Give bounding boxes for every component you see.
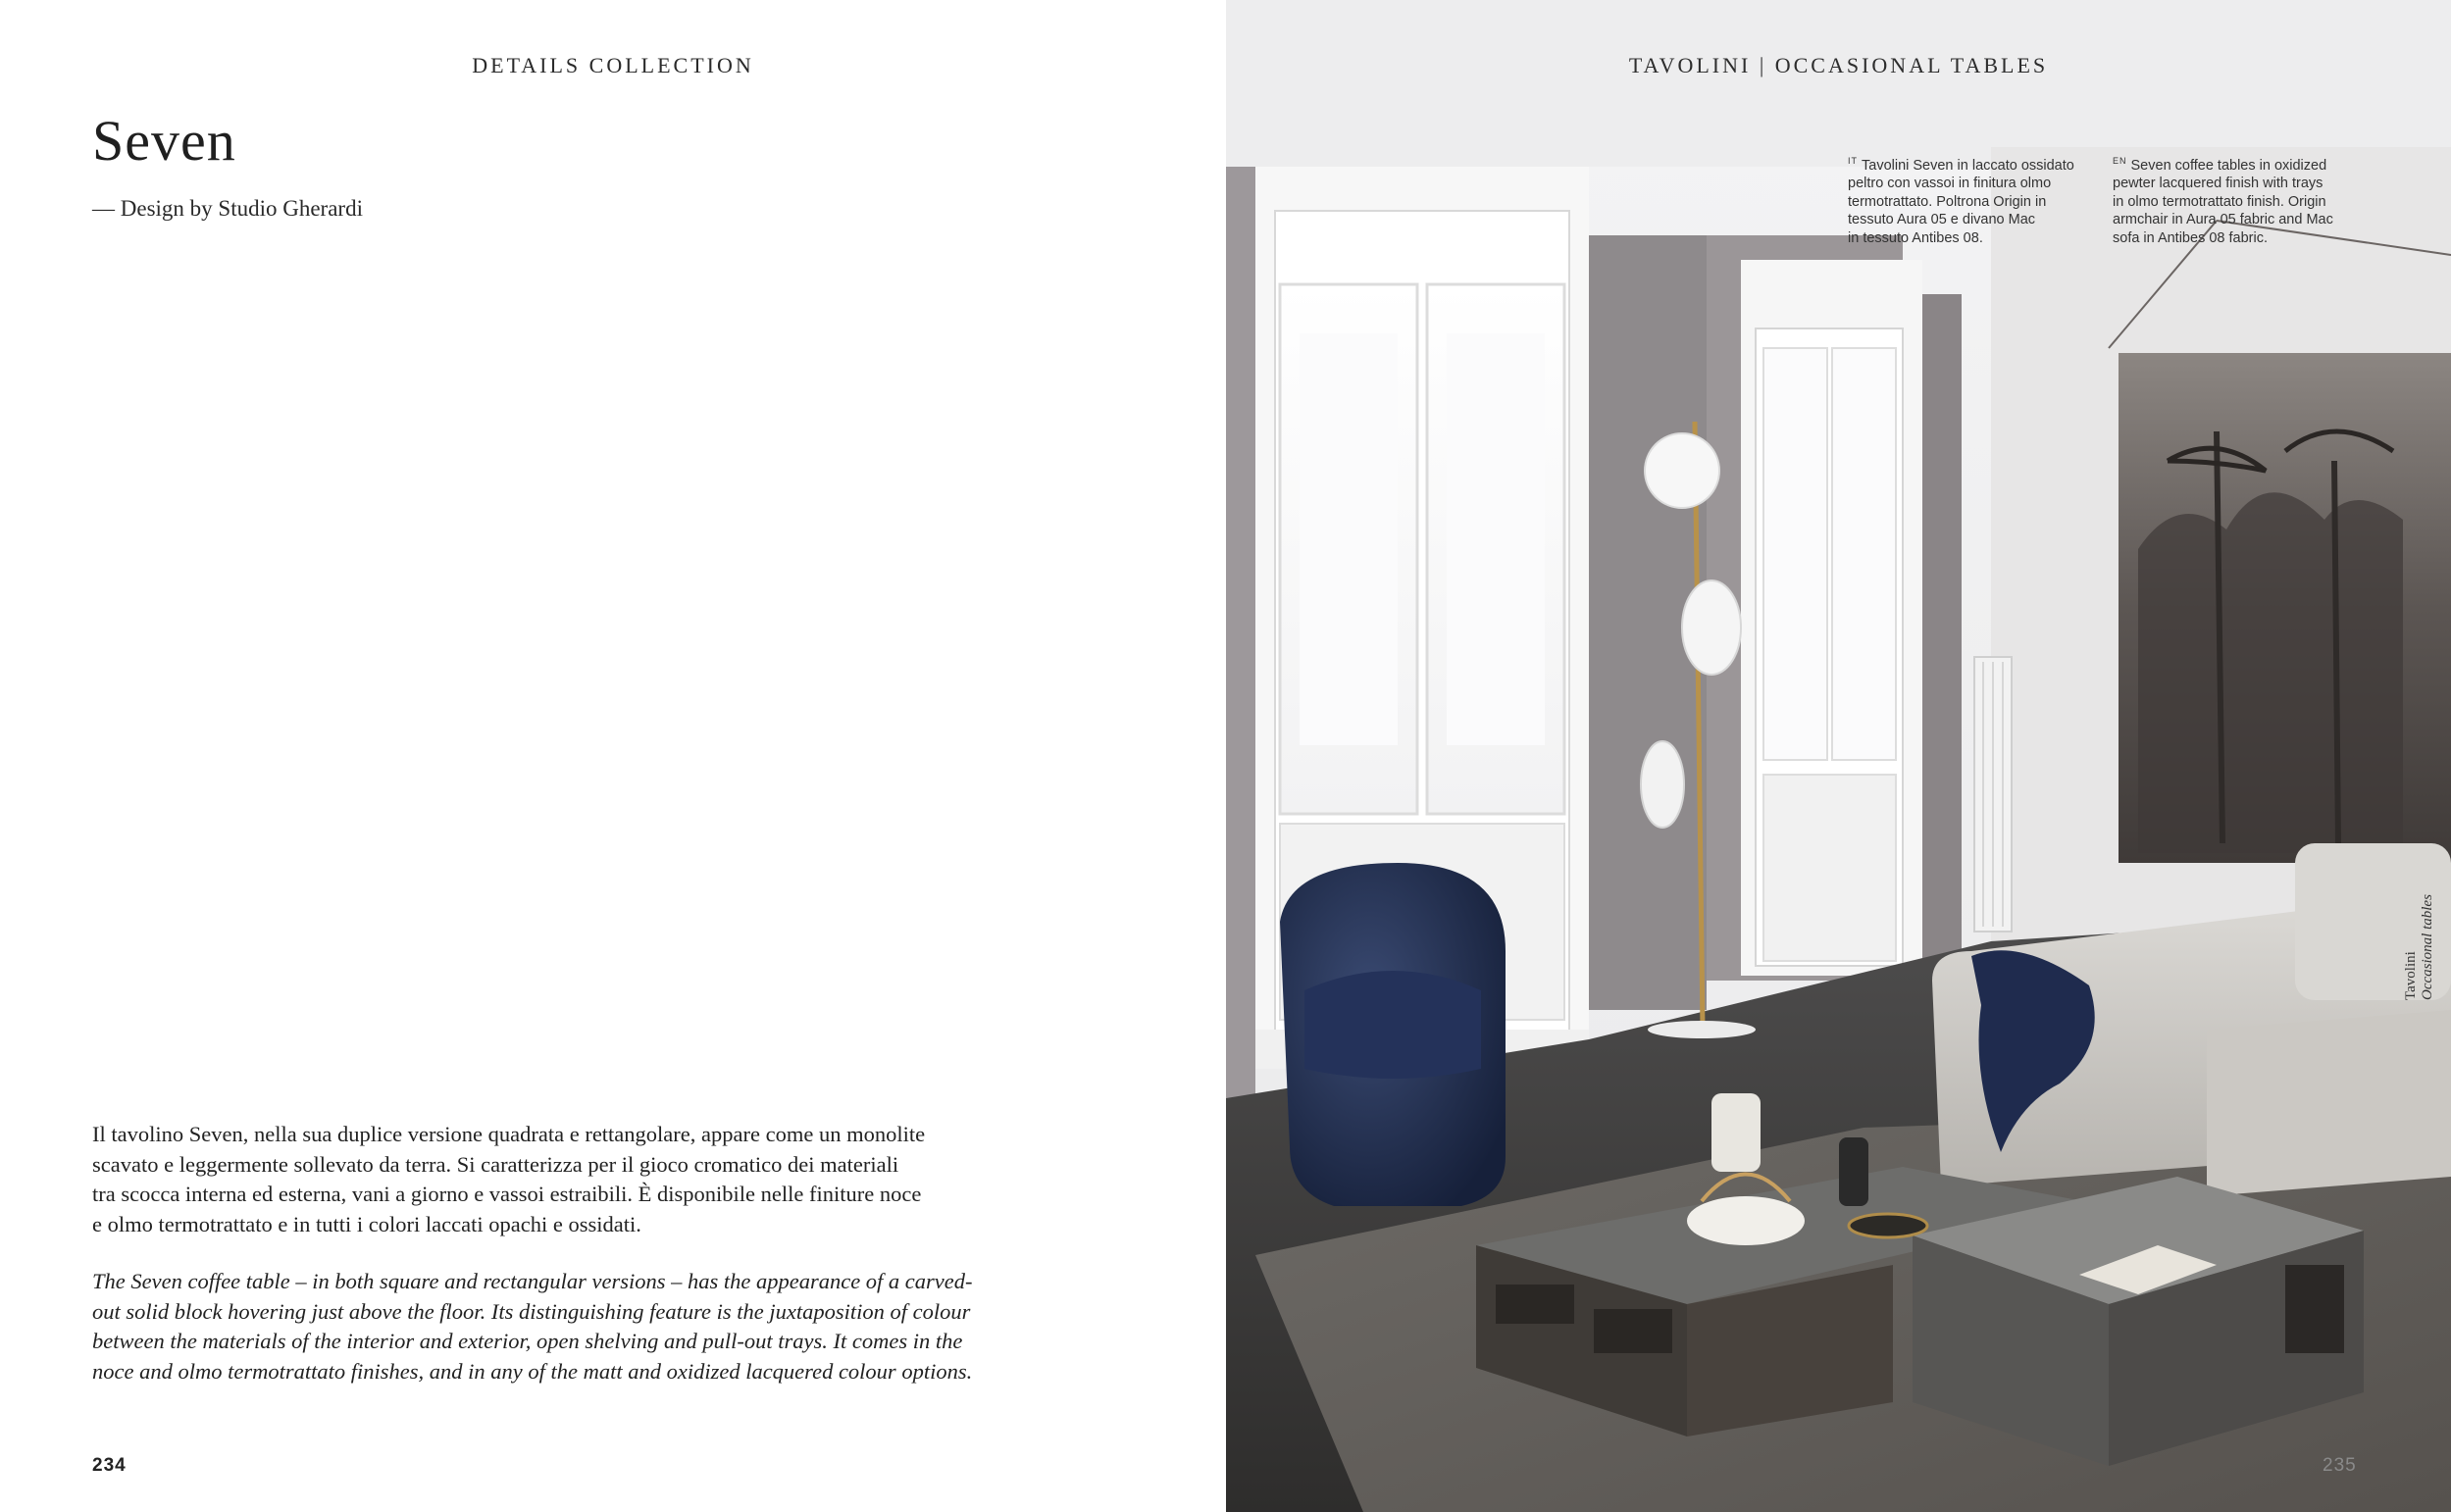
description-line: between the materials of the interior and exterior, open shelving and pull-out trays. It comes in the [92, 1329, 963, 1353]
description-italian [92, 1120, 1151, 1239]
description-line: scavato e leggermente sollevato da terra. Si caratterizza per il gioco cromatico dei materiali [92, 1151, 899, 1177]
photo-caption-italian [1848, 152, 2093, 247]
description-line: Il tavolino Seven, nella sua duplice versione quadrata e rettangolare, appare come un monolite [92, 1122, 926, 1146]
caption-line: in olmo termotrattato finish. Origin [2113, 193, 2326, 210]
right-page [1226, 0, 2451, 1512]
caption-line: termotrattato. Poltrona Origin in [1848, 193, 2047, 210]
page-number-right: 235 [2323, 1455, 2357, 1476]
page-number-left: 234 [92, 1455, 127, 1476]
caption-line: Tavolini Seven in laccato ossidato [1862, 157, 2074, 174]
lang-tag: EN [2113, 156, 2127, 166]
description-line: e olmo termotrattato e in tutti i colori laccati opachi e ossidati. [92, 1211, 641, 1236]
description-english [92, 1267, 1151, 1386]
side-label-english: Occasional tables [2420, 894, 2435, 1000]
running-head-left: DETAILS COLLECTION [472, 53, 754, 77]
running-head-right: TAVOLINI | OCCASIONAL TABLES [1628, 53, 2049, 77]
caption-line: pewter lacquered finish with trays [2113, 176, 2323, 192]
photo-caption-english [2113, 152, 2368, 247]
section-side-label [2403, 894, 2436, 1000]
page-title: Seven [92, 109, 236, 173]
lang-tag: IT [1848, 156, 1858, 166]
description-line: out solid block hovering just above the floor. Its distinguishing feature is the juxtaposition of colour [92, 1298, 971, 1324]
caption-line: peltro con vassoi in finitura olmo [1848, 176, 2052, 192]
side-label-italian: Tavolini [2403, 951, 2419, 1000]
description-line: The Seven coffee table – in both square and rectangular versions – has the appearance of a carved- [92, 1269, 973, 1293]
caption-line: in tessuto Antibes 08. [1848, 229, 1983, 246]
caption-line: sofa in Antibes 08 fabric. [2113, 229, 2268, 246]
caption-line: armchair in Aura 05 fabric and Mac [2113, 212, 2333, 228]
caption-line: tessuto Aura 05 e divano Mac [1848, 212, 2036, 228]
description-line: tra scocca interna ed esterna, vani a giorno e vassoi estraibili. È disponibile nelle finiture noce [92, 1182, 922, 1206]
description-line: noce and olmo termotrattato finishes, and in any of the matt and oxidized lacquered colour options. [92, 1358, 973, 1384]
designer-credit: — Design by Studio Gherardi [92, 196, 363, 221]
caption-line: Seven coffee tables in oxidized [2130, 157, 2327, 174]
